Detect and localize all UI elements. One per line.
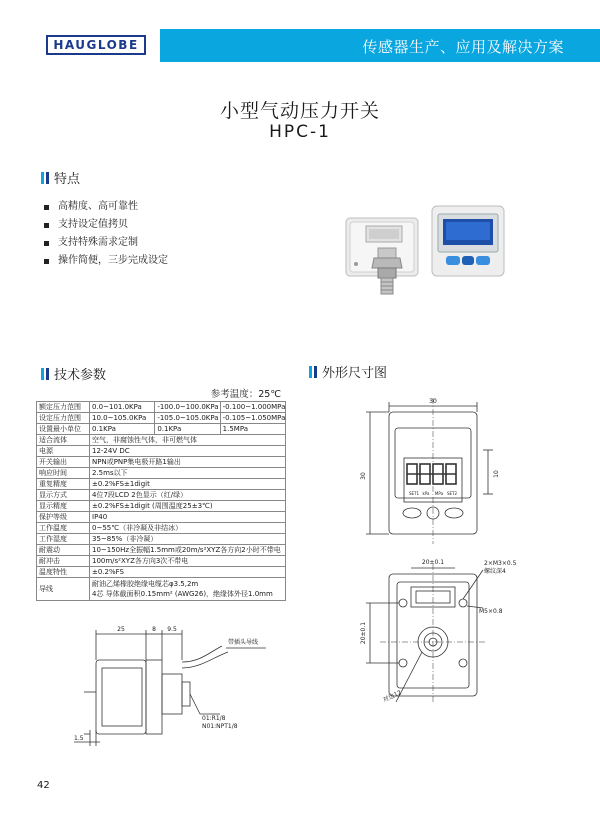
spec-label: 适合流体 <box>37 435 90 446</box>
dims-heading <box>309 362 387 381</box>
dim-side-9-5: 9.5 <box>167 626 177 633</box>
spec-label: 显示精度 <box>37 501 90 512</box>
features-list <box>44 198 168 270</box>
product-title: 小型气动压力开关 <box>219 100 380 122</box>
spec-value: -100.0~100.0KPa <box>155 402 220 413</box>
spec-label: 工作湿度 <box>37 534 90 545</box>
spec-value: 12-24V DC <box>90 446 286 457</box>
spec-value: 0.0~101.0KPa <box>90 402 155 413</box>
spec-value: 10~150Hz全振幅1.5mm或20m/s²XYZ各方向2小时不带电 <box>90 545 286 556</box>
spec-value: ±0.2%FS±1digit <box>90 479 286 490</box>
spec-label: 导线 <box>37 578 90 601</box>
spec-label: 耐冲击 <box>37 556 90 567</box>
specs-heading <box>41 364 106 383</box>
spec-label: 重复精度 <box>37 479 90 490</box>
spec-label: 保护等级 <box>37 512 90 523</box>
header-slogan: 传感器生产、应用及解决方案 <box>362 38 564 56</box>
table-row <box>37 413 286 424</box>
table-row <box>37 424 286 435</box>
dim-back-width: 20±0.1 <box>421 559 445 566</box>
list-item: 支持特殊需求定制 <box>44 234 168 252</box>
table-row <box>37 545 286 556</box>
spec-value: 0~55℃（非冷凝及非结冰） <box>90 523 286 534</box>
spec-value: 0.1KPa <box>90 424 155 435</box>
label-port-npt18: N01:NPT1/8 <box>202 723 238 730</box>
display-digits: 8888 <box>431 463 435 464</box>
spec-label: 电源 <box>37 446 90 457</box>
table-row <box>37 501 286 512</box>
spec-value: -105.0~105.0KPa <box>155 413 220 424</box>
list-item: 支持设定值拷贝 <box>44 216 168 234</box>
spec-value: 2.5ms以下 <box>90 468 286 479</box>
section-marker-icon <box>309 366 317 378</box>
product-front-view <box>432 206 504 276</box>
table-row <box>37 490 286 501</box>
list-item: 操作简便，三步完成设定 <box>44 252 168 270</box>
reference-temperature: 参考温度：25℃ <box>210 389 281 400</box>
list-item: 高精度、高可靠性 <box>44 198 168 216</box>
table-row <box>37 567 286 578</box>
label-hex: 对边12 <box>381 689 403 704</box>
spec-label: 耐震动 <box>37 545 90 556</box>
side-view-drawing <box>70 622 300 752</box>
table-row <box>37 556 286 567</box>
dim-display-height: 10 <box>493 470 500 478</box>
spec-label: 温度特性 <box>37 567 90 578</box>
display-unit-set1: SET1 <box>408 491 420 496</box>
spec-value: NPN或PNP集电极开路1输出 <box>90 457 286 468</box>
page-header <box>0 0 600 62</box>
spec-value: -0.105~1.050MPa <box>220 413 285 424</box>
spec-value: ±0.2%FS <box>90 567 286 578</box>
section-marker-icon <box>41 368 49 380</box>
spec-value: 10.0~105.0KPa <box>90 413 155 424</box>
spec-label: 额定压力范围 <box>37 402 90 413</box>
section-marker-icon <box>41 172 49 184</box>
specs-heading-text: 技术参数 <box>54 368 107 383</box>
bullet-icon <box>44 223 49 228</box>
table-row <box>37 534 286 545</box>
table-row <box>37 468 286 479</box>
spec-label: 响应时间 <box>37 468 90 479</box>
spec-value: 1.5MPa <box>220 424 285 435</box>
label-thread-depth: 螺纹深4 <box>484 568 506 575</box>
dims-heading-text: 外形尺寸图 <box>322 366 388 381</box>
label-port-r18: 01:R1/8 <box>202 715 226 722</box>
table-row <box>37 578 286 601</box>
display-unit-set2: SET2 <box>446 491 458 496</box>
spec-label: 设定压力范围 <box>37 413 90 424</box>
spec-value: ±0.2%FS±1digit (周围温度25±3℃) <box>90 501 286 512</box>
features-heading-text: 特点 <box>54 172 81 187</box>
display-unit-mpa: MPa <box>434 491 444 496</box>
spec-value: 0.1KPa <box>155 424 220 435</box>
spec-table <box>36 401 286 601</box>
spec-value: 空气，非腐蚀性气体，非可燃气体 <box>90 435 286 446</box>
spec-value: IP40 <box>90 512 286 523</box>
spec-value: 耐油乙烯橡胶绝缘电缆芯φ3.5,2m 4芯 导体截面积0.15mm² (AWG26)，绝缘体外径1.0mm <box>90 578 286 601</box>
table-row <box>37 512 286 523</box>
dim-front-width: 30 <box>429 398 437 405</box>
display-unit-kpa: kPa <box>422 491 430 496</box>
label-m5: M5×0.8 <box>479 608 503 615</box>
product-photo <box>340 192 520 307</box>
table-row <box>37 446 286 457</box>
spec-value: 100m/s²XYZ各方向3次不带电 <box>90 556 286 567</box>
brand-logo: HAUGLOBE <box>46 35 146 55</box>
dim-side-25: 25 <box>117 626 125 633</box>
dim-side-1-5: 1.5 <box>74 735 84 742</box>
spec-value: 4位7段LCD 2色显示（红/绿） <box>90 490 286 501</box>
spec-label: 工作温度 <box>37 523 90 534</box>
spec-value: -0.100~1.000MPa <box>220 402 285 413</box>
dim-side-8: 8 <box>152 626 156 633</box>
bullet-icon <box>44 259 49 264</box>
spec-label: 开关输出 <box>37 457 90 468</box>
spec-value: 35~85%（非冷凝） <box>90 534 286 545</box>
page-number: 42 <box>37 780 50 791</box>
label-cable: 带插头导线 <box>228 639 259 646</box>
dim-back-height: 20±0.1 <box>360 621 367 645</box>
label-thread: 2×M3×0.5 <box>484 560 517 567</box>
features-heading <box>41 168 80 187</box>
dimension-drawing <box>358 384 517 709</box>
spec-label: 显示方式 <box>37 490 90 501</box>
table-row <box>37 402 286 413</box>
table-row <box>37 523 286 534</box>
bullet-icon <box>44 241 49 246</box>
bullet-icon <box>44 205 49 210</box>
dim-front-height: 30 <box>360 472 367 480</box>
table-row <box>37 435 286 446</box>
product-model: HPC-1 <box>269 122 331 142</box>
table-row <box>37 457 286 468</box>
spec-label: 设置最小单位 <box>37 424 90 435</box>
product-back-view <box>346 218 418 294</box>
table-row <box>37 479 286 490</box>
